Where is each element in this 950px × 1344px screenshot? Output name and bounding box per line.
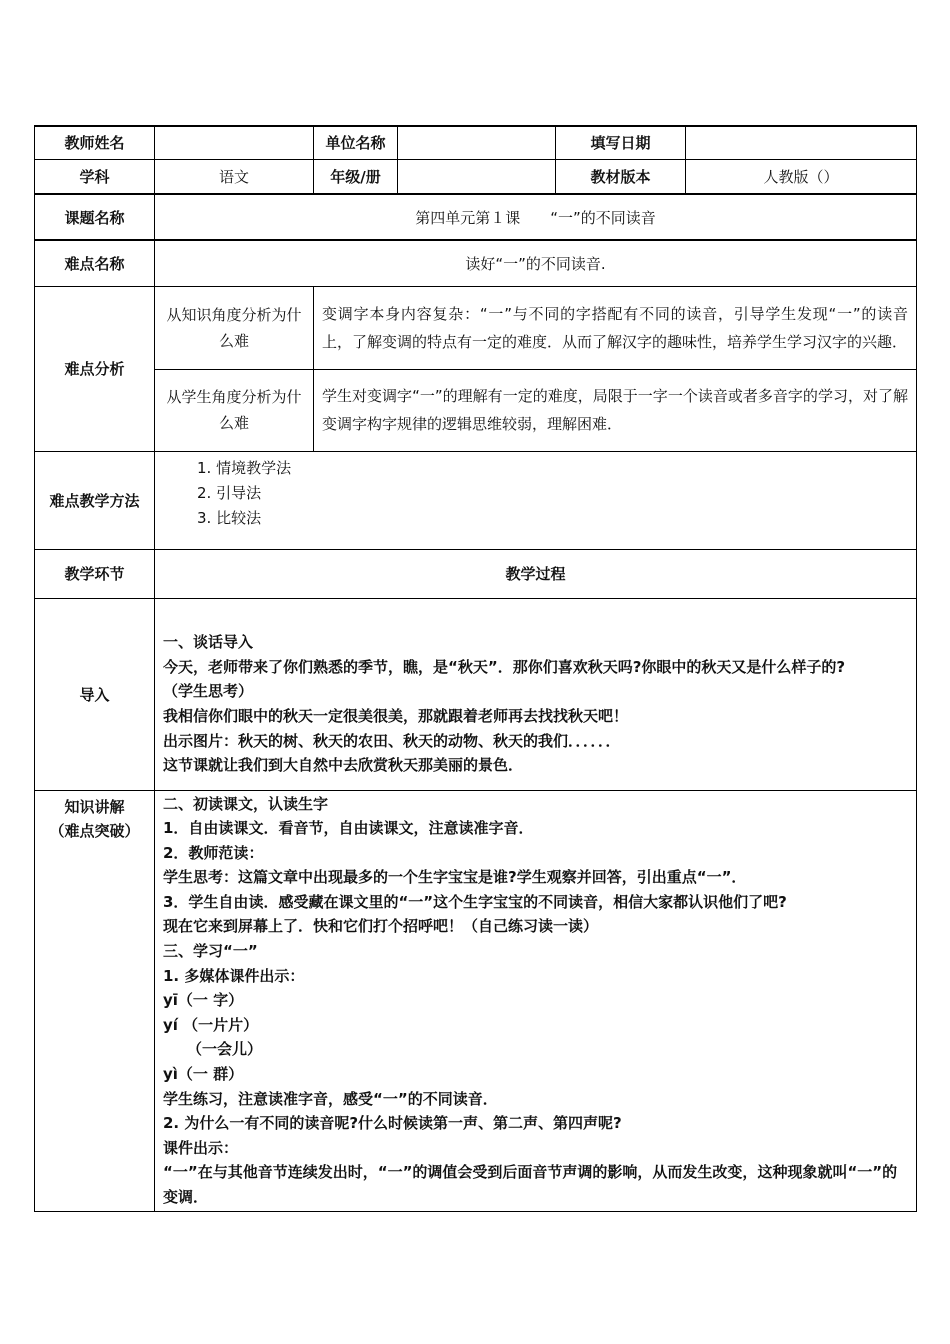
method-item: 3. 比较法 [197,508,262,527]
knowledge-line: 三、学习“一” [163,942,258,961]
process-header-label: 教学过程 [155,549,917,598]
intro-line: 这节课就让我们到大自然中去欣赏秋天那美丽的景色． [163,756,524,775]
grade-label: 年级/册 [314,159,398,194]
method-item: 1. 情境教学法 [197,458,292,477]
knowledge-line: 学生练习，注意读准字音，感受“一”的不同读音． [163,1089,498,1108]
edition-value: 人教版（） [686,159,917,194]
grade-value[interactable] [398,159,556,194]
unit-name-value[interactable] [398,126,556,159]
subject-value: 语文 [155,159,314,194]
difficulty-value: 读好“一”的不同读音. [155,240,917,286]
intro-line: （学生思考） [163,682,254,701]
lesson-plan-table [34,125,917,1212]
lesson-plan-form [34,125,916,1212]
knowledge-line: （一会儿） [187,1040,263,1059]
student-angle-text: 学生对变调字“一”的理解有一定的难度，局限于一字一个读音或者多音字的学习，对了解变调字构字规律的逻辑思维较弱，理解困难． [314,369,917,451]
unit-name-label: 单位名称 [314,126,398,159]
method-item: 2. 引导法 [197,483,262,502]
knowledge-line: 课件出示： [163,1138,239,1157]
knowledge-line: 3．学生自由读．感受藏在课文里的“一”这个生字宝宝的不同读音，相信大家都认识他们了吧? [163,892,787,911]
knowledge-angle-label: 从知识角度分析为什么难 [155,286,314,369]
fill-date-value[interactable] [686,126,917,159]
topic-label: 课题名称 [35,194,155,240]
methods-list [155,451,917,549]
knowledge-line: 2．教师范读： [163,843,264,862]
methods-label: 难点教学方法 [35,451,155,549]
intro-line: 今天，老师带来了你们熟悉的季节，瞧，是“秋天”．那你们喜欢秋天吗?你眼中的秋天又是什么样子的? [163,657,846,676]
knowledge-stage-label [35,790,155,1211]
intro-line: 一、谈话导入 [163,633,254,652]
topic-value: 第四单元第１课 “一”的不同读音 [155,194,917,240]
knowledge-stage-title: 知识讲解 [64,797,125,816]
stage-header-label: 教学环节 [35,549,155,598]
analysis-label: 难点分析 [35,286,155,451]
knowledge-angle-text: 变调字本身内容复杂：“一”与不同的字搭配有不同的读音，引导学生发现“一”的读音上，了解变调的特点有一定的难度．从而了解汉字的趣味性，培养学生学习汉字的兴趣． [314,286,917,369]
knowledge-line: 现在它来到屏幕上了．快和它们打个招呼吧！（自己练习读一读） [163,917,599,936]
knowledge-stage-subtitle: （难点突破） [49,821,140,840]
knowledge-line: 1. 多媒体课件出示： [163,966,305,985]
intro-line: 出示图片：秋天的树、秋天的农田、秋天的动物、秋天的我们．．．．．． [163,731,621,750]
knowledge-content [155,790,917,1211]
fill-date-label: 填写日期 [556,126,686,159]
knowledge-line: “一”在与其他音节连续发出时，“一”的调值会受到后面音节声调的影响，从而发生改变，这种现象就叫“一”的变调． [163,1163,898,1206]
student-angle-label: 从学生角度分析为什么难 [155,369,314,451]
subject-label: 学科 [35,159,155,194]
knowledge-line: 1．自由读课文．看音节，自由读课文，注意读准字音． [163,819,534,838]
knowledge-line: yí （一片片） [163,1015,259,1034]
intro-line: 我相信你们眼中的秋天一定很美很美，那就跟着老师再去找找秋天吧！ [163,707,629,725]
teacher-name-value[interactable] [155,126,314,159]
knowledge-line: yī（一 字） [163,991,244,1010]
teacher-name-label: 教师姓名 [35,126,155,159]
knowledge-line: 学生思考：这篇文章中出现最多的一个生字宝宝是谁?学生观察并回答，引出重点“一”． [163,868,747,887]
knowledge-line: 二、初读课文，认读生字 [163,794,329,813]
difficulty-label: 难点名称 [35,240,155,286]
intro-label: 导入 [35,598,155,790]
edition-label: 教材版本 [556,159,686,194]
intro-content [155,598,917,790]
knowledge-line: 2. 为什么一有不同的读音呢?什么时候读第一声、第二声、第四声呢? [163,1114,622,1133]
knowledge-line: yì（一 群） [163,1065,244,1084]
